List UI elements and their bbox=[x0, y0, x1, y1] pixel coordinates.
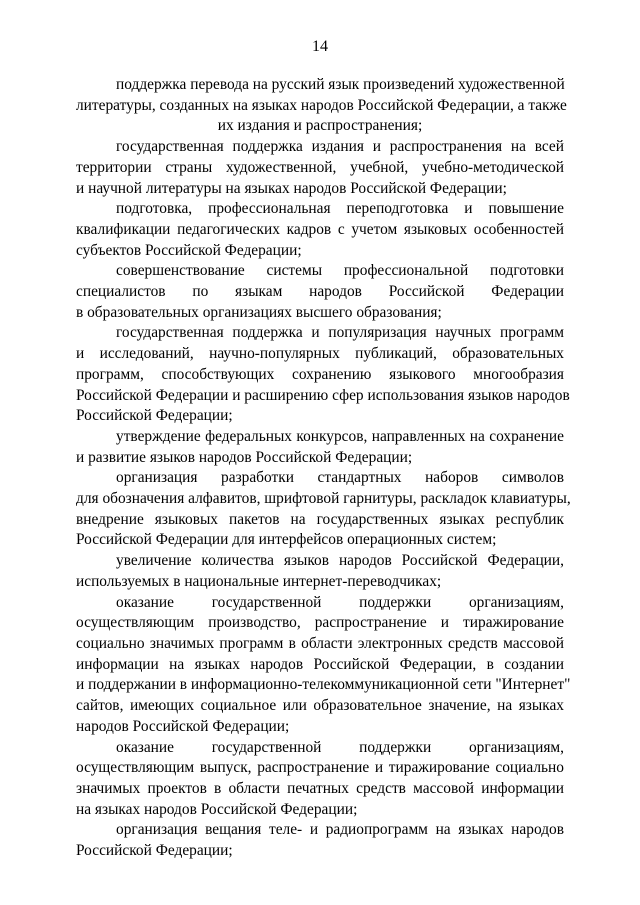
text-line: и исследований, научно-популярных публикаций, образовательных bbox=[76, 345, 564, 363]
text-line: увеличение количества языков народов Российской Федерации, bbox=[116, 552, 564, 570]
text-line: Российской Федерации и расширению сфер использования языков народов bbox=[76, 386, 570, 404]
paragraph bbox=[76, 468, 571, 551]
text-line: внедрение языковых пакетов на государственных языках республик bbox=[76, 510, 564, 528]
text-line: государственная поддержка и популяризация научных программ bbox=[116, 324, 564, 342]
text-line: в образовательных организациях высшего образования; bbox=[76, 303, 442, 321]
text-line: и поддержании в информационно-телекоммуникационной сети "Интернет" bbox=[76, 676, 571, 694]
text-line: специалистов по языкам народов Российской Федерации bbox=[76, 283, 564, 301]
paragraph bbox=[76, 593, 571, 738]
text-line: на языках народов Российской Федерации; bbox=[76, 800, 358, 818]
paragraph bbox=[76, 551, 564, 592]
text-line: и развитие языков народов Российской Федерации; bbox=[76, 448, 413, 466]
paragraph bbox=[76, 820, 564, 861]
text-line: социально значимых программ в области электронных средств массовой bbox=[76, 634, 564, 652]
text-line: народов Российской Федерации; bbox=[76, 717, 290, 735]
text-line: организация разработки стандартных наборов символов bbox=[116, 469, 564, 487]
text-line: утверждение федеральных конкурсов, направленных на сохранение bbox=[116, 427, 564, 445]
paragraph bbox=[76, 261, 564, 323]
text-line: для обозначения алфавитов, шрифтовой гарнитуры, раскладок клавиатуры, bbox=[76, 490, 571, 508]
text-line: подготовка, профессиональная переподготовка и повышение bbox=[116, 200, 564, 218]
document-body bbox=[76, 75, 571, 862]
text-line: осуществляющим производство, распространение и тиражирование bbox=[76, 614, 564, 632]
text-line: Российской Федерации; bbox=[76, 842, 233, 860]
text-line: и научной литературы на языках народов Российской Федерации; bbox=[76, 179, 507, 197]
paragraph bbox=[76, 427, 564, 468]
text-line: субъектов Российской Федерации; bbox=[76, 241, 302, 259]
text-line: программ, способствующих сохранению языкового многообразия bbox=[76, 365, 564, 383]
paragraph bbox=[76, 75, 567, 137]
paragraph bbox=[76, 323, 570, 427]
text-line: организация вещания теле- и радиопрограмм на языках народов bbox=[116, 821, 564, 839]
paragraph bbox=[76, 199, 564, 261]
text-line: сайтов, имеющих социальное или образовательное значение, на языках bbox=[76, 697, 564, 715]
text-line: оказание государственной поддержки организациям, bbox=[116, 593, 564, 611]
text-line: литературы, созданных на языках народов Российской Федерации, а также bbox=[76, 96, 567, 114]
text-line: значимых проектов в области печатных средств массовой информации bbox=[76, 779, 564, 797]
paragraph bbox=[76, 738, 564, 821]
text-line: их издания и распространения; bbox=[217, 117, 423, 135]
text-line: совершенствование системы профессиональной подготовки bbox=[116, 262, 564, 280]
text-line: Российской Федерации для интерфейсов операционных систем; bbox=[76, 531, 497, 549]
text-line: осуществляющим выпуск, распространение и тиражирование социально bbox=[76, 759, 564, 777]
text-line: территории страны художественной, учебной, учебно-методической bbox=[76, 158, 564, 176]
text-line: государственная поддержка издания и распространения на всей bbox=[116, 138, 564, 156]
text-line: Российской Федерации; bbox=[76, 407, 233, 425]
text-line: оказание государственной поддержки организациям, bbox=[116, 738, 564, 756]
text-line: квалификации педагогических кадров с учетом языковых особенностей bbox=[76, 220, 564, 238]
page-number: 14 bbox=[312, 38, 328, 55]
text-line: поддержка перевода на русский язык произведений художественной bbox=[116, 76, 565, 93]
text-line: информации на языках народов Российской Федерации, в создании bbox=[76, 655, 564, 673]
paragraph bbox=[76, 137, 564, 199]
text-line: используемых в национальные интернет-переводчиках; bbox=[76, 572, 442, 590]
